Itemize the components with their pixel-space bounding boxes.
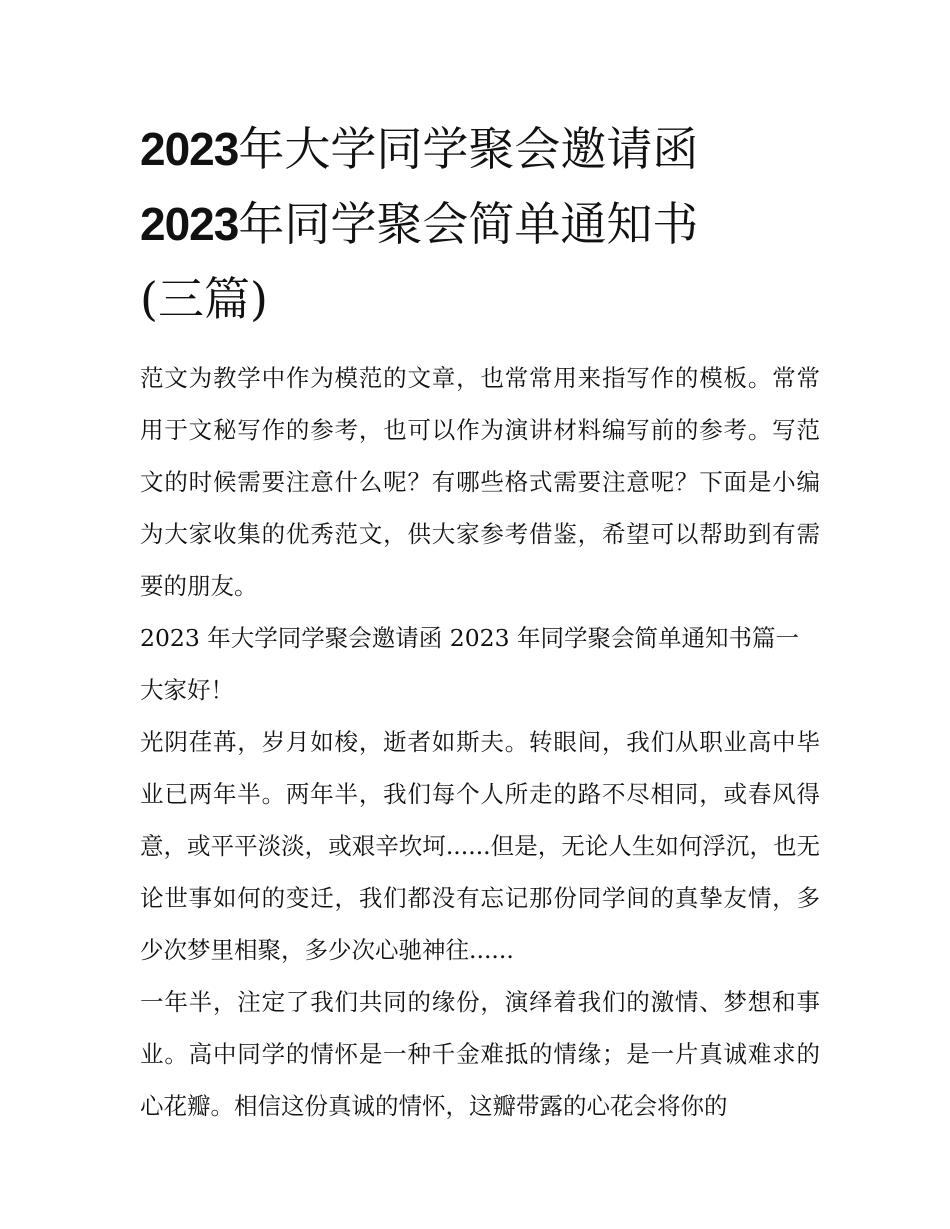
title-text-2: 年同学聚会简单通知书 bbox=[238, 197, 699, 251]
document-body bbox=[140, 352, 820, 1132]
title-year-1: 2023 bbox=[140, 123, 239, 175]
title-year-2: 2023 bbox=[140, 198, 239, 250]
greeting-paragraph: 大家好！ bbox=[140, 676, 234, 704]
document-title bbox=[140, 112, 820, 337]
body-paragraph: 光阴荏苒，岁月如梭，逝者如斯夫。转眼间，我们从职业高中毕业已两年半。两年半，我们每个人所走的路不尽相同，或春风得意，或平平淡淡，或艰辛坎坷......但是，无论人生如何浮沉，也无论世事如何的变迁，我们都没有忘记那份同学间的真挚友情，多少次梦里相聚，多少次心驰神往...... bbox=[140, 728, 820, 964]
intro-paragraph: 范文为教学中作为模范的文章，也常常用来指写作的模板。常常用于文秘写作的参考，也可以作为演讲材料编写前的参考。写范文的时候需要注意什么呢？有哪些格式需要注意呢？下面是小编为大家收集的优秀范文，供大家参考借鉴，希望可以帮助到有需要的朋友。 bbox=[140, 364, 820, 600]
title-line-3: (三篇) bbox=[140, 272, 268, 326]
title-text-1: 年大学同学聚会邀请函 bbox=[238, 122, 699, 176]
body-paragraph: 一年半，注定了我们共同的缘份，演绎着我们的激情、梦想和事业。高中同学的情怀是一种千金难抵的情缘；是一片真诚难求的心花瓣。相信这份真诚的情怀，这瓣带露的心花会将你的 bbox=[140, 988, 820, 1120]
title-line-1 bbox=[140, 112, 820, 187]
section-heading: 2023 年大学同学聚会邀请函 2023 年同学聚会简单通知书篇一 bbox=[140, 624, 800, 652]
title-line-2 bbox=[140, 187, 820, 262]
